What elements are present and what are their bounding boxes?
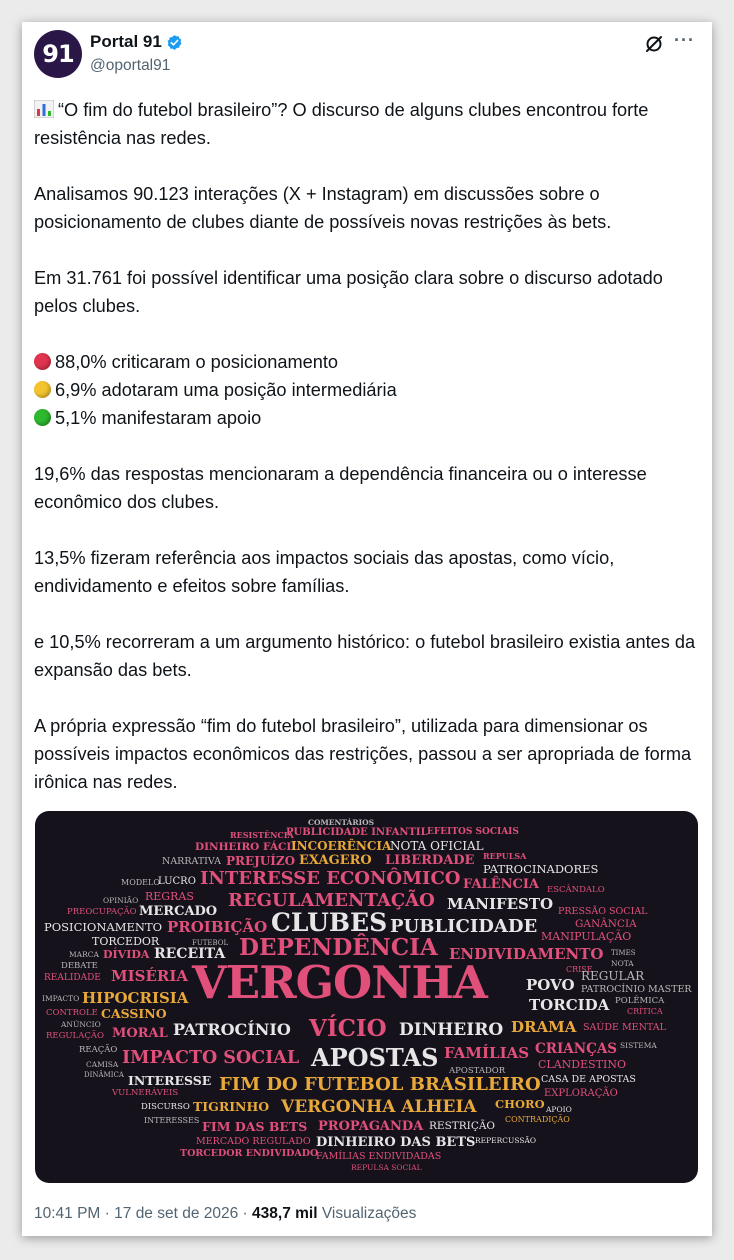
wc-word: MERCADO REGULADO bbox=[196, 1136, 311, 1147]
author-row bbox=[90, 32, 183, 52]
wc-word: MORAL bbox=[112, 1026, 168, 1041]
wc-word: FUTEBOL bbox=[192, 939, 229, 947]
wc-word: NOTA OFICIAL bbox=[390, 839, 484, 853]
wc-word: ANÚNCIO bbox=[61, 1020, 101, 1029]
wc-word: POLÊMICA bbox=[615, 996, 665, 1006]
wc-word: TORCEDOR bbox=[92, 935, 160, 948]
wc-word: FIM DO FUTEBOL BRASILEIRO bbox=[219, 1074, 541, 1095]
wc-word: FIM DAS BETS bbox=[202, 1119, 308, 1134]
wc-word: LUCRO bbox=[158, 876, 196, 887]
grok-icon[interactable] bbox=[644, 34, 664, 54]
wc-word: MODELO bbox=[121, 878, 160, 887]
separator: · bbox=[100, 1205, 115, 1222]
wc-word: APOSTADOR bbox=[449, 1066, 506, 1076]
wc-word: GANÂNCIA bbox=[575, 918, 637, 930]
wc-word: CRIANÇAS bbox=[535, 1041, 618, 1057]
wc-word: FALÊNCIA bbox=[463, 877, 540, 892]
wc-word: INTERESSES bbox=[144, 1116, 200, 1125]
paragraph-3: Em 31.761 foi possível identificar uma posição clara sobre o discurso adotado pelos clubes. bbox=[34, 268, 663, 316]
green-circle-icon bbox=[34, 409, 51, 426]
avatar[interactable] bbox=[34, 30, 82, 78]
paragraph-8: A própria expressão “fim do futebol brasileiro”, utilizada para dimensionar os possíveis impactos econômicos das restrições, passou a ser apropriada de forma irônica nas redes. bbox=[34, 716, 692, 792]
wc-word: DEPENDÊNCIA bbox=[239, 934, 438, 961]
wc-word: PREJUÍZO bbox=[226, 854, 296, 868]
wc-word: MANIFESTO bbox=[447, 895, 554, 913]
wc-word: DÍVIDA bbox=[103, 948, 150, 961]
wc-word: CRÍTICA bbox=[627, 1007, 663, 1016]
wc-word: REPERCUSSÃO bbox=[475, 1136, 537, 1145]
wc-word: VÍCIO bbox=[309, 1015, 387, 1042]
author-handle[interactable]: @oportal91 bbox=[90, 57, 171, 74]
paragraph-5: 19,6% das respostas mencionaram a dependência financeira ou o interesse econômico dos clubes. bbox=[34, 464, 647, 512]
tweet-time[interactable]: 10:41 PM bbox=[34, 1205, 101, 1222]
wc-word: ENDIVIDAMENTO bbox=[449, 945, 604, 963]
wc-word: PUBLICIDADE bbox=[390, 916, 538, 937]
stat-yellow-text: 6,9% adotaram uma posição intermediária bbox=[55, 380, 397, 400]
views-label: Visualizações bbox=[317, 1205, 417, 1222]
wc-word: REGULAÇÃO bbox=[46, 1031, 104, 1041]
wc-word: PROPAGANDA bbox=[318, 1119, 424, 1134]
wc-word: SAÚDE MENTAL bbox=[583, 1022, 666, 1033]
wc-word: TIGRINHO bbox=[193, 1099, 270, 1114]
wc-word: DISCURSO bbox=[141, 1102, 190, 1112]
wc-word: OPINIÃO bbox=[103, 896, 139, 905]
red-circle-icon bbox=[34, 353, 51, 370]
stat-red-text: 88,0% criticaram o posicionamento bbox=[55, 352, 339, 372]
wc-word: EXPLORAÇÃO bbox=[544, 1088, 618, 1099]
wc-word: VERGONHA bbox=[192, 956, 487, 1009]
wc-word: CLANDESTINO bbox=[538, 1058, 626, 1071]
wc-word: RECEITA bbox=[154, 946, 226, 962]
wc-word: LIBERDADE bbox=[385, 853, 475, 868]
wc-word: POVO bbox=[526, 976, 575, 994]
wc-word: REPULSA bbox=[483, 851, 527, 861]
separator: · bbox=[238, 1205, 253, 1222]
wc-word: RESISTÊNCIA bbox=[230, 830, 294, 840]
more-options-icon[interactable]: ··· bbox=[674, 30, 695, 50]
paragraph-2: Analisamos 90.123 interações (X + Instagram) em discussões sobre o posicionamento de clubes diante de possíveis novas restrições às bets. bbox=[34, 184, 612, 232]
wc-word: REGULAR bbox=[581, 969, 645, 983]
stat-line-red bbox=[34, 348, 700, 376]
wc-word: DRAMA bbox=[511, 1018, 577, 1036]
wc-word: CRISE bbox=[566, 965, 593, 974]
wc-word: PATROCÍNIO bbox=[173, 1020, 291, 1039]
wc-word: DINÂMICA bbox=[84, 1071, 124, 1079]
wc-word: VULNERÁVEIS bbox=[112, 1088, 179, 1098]
wc-word: IMPACTO bbox=[42, 994, 80, 1003]
wc-word: TORCIDA bbox=[529, 996, 610, 1014]
wc-word: RESTRIÇÃO bbox=[429, 1120, 496, 1132]
wc-word: REGRAS bbox=[145, 890, 194, 903]
wc-word: DEBATE bbox=[61, 961, 98, 971]
wc-word: REAÇÃO bbox=[79, 1045, 118, 1055]
wc-word: ESCÂNDALO bbox=[547, 885, 605, 895]
wc-word: TIMES bbox=[611, 949, 636, 957]
stat-green-text: 5,1% manifestaram apoio bbox=[55, 408, 262, 428]
tweet-meta bbox=[34, 1205, 416, 1223]
word-cloud-image[interactable] bbox=[35, 811, 698, 1183]
wc-word: DINHEIRO bbox=[399, 1020, 504, 1040]
wc-word: REALIDADE bbox=[44, 973, 101, 983]
wc-word: PREOCUPAÇÃO bbox=[67, 907, 137, 917]
tweet-card bbox=[22, 22, 712, 1236]
wc-word: PATROCÍNIO MASTER bbox=[581, 984, 692, 995]
wc-word: DINHEIRO DAS BETS bbox=[316, 1135, 476, 1150]
paragraph-7: e 10,5% recorreram a um argumento histórico: o futebol brasileiro existia antes da expansão das bets. bbox=[34, 632, 696, 680]
paragraph-1: “O fim do futebol brasileiro”? O discurso de alguns clubes encontrou forte resistência nas redes. bbox=[34, 100, 649, 148]
author-name[interactable]: Portal 91 bbox=[90, 32, 162, 51]
verified-badge-icon bbox=[166, 34, 183, 51]
wc-word: PUBLICIDADE INFANTIL bbox=[286, 827, 428, 838]
wc-word: APOIO bbox=[546, 1105, 572, 1114]
wc-word: REPULSA SOCIAL bbox=[351, 1163, 422, 1172]
wc-word: HIPOCRISIA bbox=[82, 989, 189, 1007]
wc-word: MERCADO bbox=[139, 904, 218, 919]
wc-word: DINHEIRO FÁCIL bbox=[195, 841, 299, 853]
wc-word: NARRATIVA bbox=[162, 856, 221, 867]
wc-word: COMENTÁRIOS bbox=[308, 818, 375, 827]
wc-word: NOTA bbox=[611, 959, 634, 968]
stat-line-green bbox=[34, 404, 700, 432]
avatar-text: 91 bbox=[42, 40, 74, 68]
wc-word: FAMÍLIAS ENDIVIDADAS bbox=[316, 1151, 442, 1162]
wc-word: EFEITOS SOCIAIS bbox=[427, 827, 519, 837]
yellow-circle-icon bbox=[34, 381, 51, 398]
wc-word: VERGONHA ALHEIA bbox=[281, 1097, 477, 1117]
wc-word: PATROCINADORES bbox=[483, 862, 599, 876]
tweet-date[interactable]: 17 de set de 2026 bbox=[114, 1205, 239, 1222]
paragraph-6: 13,5% fizeram referência aos impactos sociais das apostas, como vício, endividamento e efeitos sobre famílias. bbox=[34, 548, 615, 596]
wc-word: POSICIONAMENTO bbox=[44, 920, 163, 934]
wc-word: CHORO bbox=[495, 1097, 545, 1111]
wc-word: INTERESSE bbox=[128, 1073, 212, 1088]
wc-word: CASA DE APOSTAS bbox=[541, 1074, 636, 1085]
wc-word: INTERESSE ECONÔMICO bbox=[200, 868, 461, 889]
wc-word: CAMISA bbox=[86, 1060, 119, 1069]
wc-word: CLUBES bbox=[271, 908, 388, 937]
wc-word: PROIBIÇÃO bbox=[167, 918, 268, 936]
wc-word: SISTEMA bbox=[620, 1041, 657, 1050]
wc-word: EXAGERO bbox=[299, 853, 372, 868]
wc-word: CONTROLE bbox=[46, 1008, 98, 1018]
wc-word: MANIPULAÇÃO bbox=[541, 930, 632, 943]
wc-word: APOSTAS bbox=[311, 1043, 439, 1072]
wc-word: IMPACTO SOCIAL bbox=[122, 1048, 300, 1068]
views-count: 438,7 mil bbox=[252, 1205, 318, 1222]
wc-word: FAMÍLIAS bbox=[444, 1044, 530, 1062]
wc-word: PRESSÃO SOCIAL bbox=[558, 906, 648, 917]
wc-word: CONTRADIÇÃO bbox=[505, 1115, 570, 1124]
stat-line-yellow bbox=[34, 376, 700, 404]
bar-chart-emoji-icon bbox=[34, 100, 54, 118]
wc-word: MISÉRIA bbox=[111, 967, 189, 985]
wc-word: TORCEDOR ENDIVIDADO bbox=[180, 1148, 319, 1159]
wc-word: MARCA bbox=[69, 950, 99, 959]
wc-word: CASSINO bbox=[101, 1006, 167, 1021]
tweet-text bbox=[34, 96, 700, 796]
wc-word: INCOERÊNCIA bbox=[291, 839, 392, 853]
wc-word: REGULAMENTAÇÃO bbox=[228, 890, 435, 911]
